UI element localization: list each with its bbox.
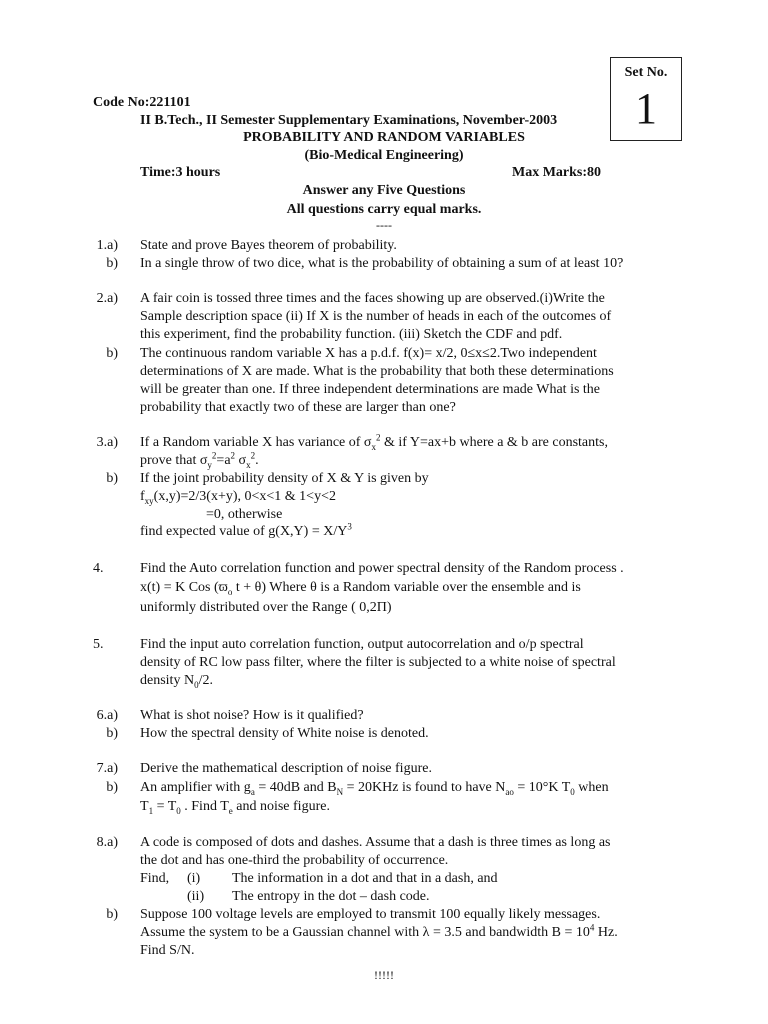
q8a-line1: A code is composed of dots and dashes. Assume that a dash is three times as long as xyxy=(140,835,611,850)
q4-line3: uniformly distributed over the Range ( 0,2Π) xyxy=(140,600,392,615)
q8a-number: 8.a) xyxy=(96,835,118,850)
q3a-line1: If a Random variable X has variance of $\sigma_x^2$ & if Y=ax+b where a & b are constants, xyxy=(140,432,608,452)
q7b-line2: $T_1 = T_0$ . Find $T_e$ and noise figure. xyxy=(140,799,330,816)
q8a-sub-ii-number: (ii) xyxy=(187,889,205,904)
q3b-line4: find expected value of $g(X,Y) = X/Y^3$ xyxy=(140,521,352,539)
time-allowed: Time:3 hours xyxy=(140,165,221,180)
q3b-line3: =0, otherwise xyxy=(206,507,283,522)
subject-title: PROBABILITY AND RANDOM VARIABLES xyxy=(243,130,525,145)
q1b-text: In a single throw of two dice, what is the probability of obtaining a sum of at least 10? xyxy=(140,256,624,271)
set-number-box xyxy=(610,57,682,141)
q3a-line2: prove that $\sigma_y^2=a^2$ $\sigma_x^2$. xyxy=(140,450,259,470)
q7a-text: Derive the mathematical description of noise figure. xyxy=(140,761,432,776)
q1a-number: 1.a) xyxy=(96,238,118,253)
q2a-line1: A fair coin is tossed three times and the faces showing up are observed.(i)Write the xyxy=(140,291,605,306)
q6b-number: b) xyxy=(106,726,118,741)
q5-line2: density of RC low pass filter, where the filter is subjected to a white noise of spectral xyxy=(140,655,616,670)
q2b-line1: The continuous random variable X has a p.d.f. f(x)= x/2, 0≤x≤2.Two independent xyxy=(140,346,597,361)
q4-line1: Find the Auto correlation function and power spectral density of the Random process . xyxy=(140,561,624,576)
q6a-text: What is shot noise? How is it qualified? xyxy=(140,708,364,723)
q7b-line1: An amplifier with $g_a = 40dB$ and $B_N = 20KHz$ is found to have $N_{ao} = 10^\circ K$ $T_0$ when xyxy=(140,780,609,797)
q8a-line2: the dot and has one-third the probability of occurrence. xyxy=(140,853,449,868)
q8b-line3: Find S/N. xyxy=(140,943,195,958)
q7a-number: 7.a) xyxy=(96,761,118,776)
q8a-sub-ii-text: The entropy in the dot – dash code. xyxy=(232,889,430,904)
q2b-line2: determinations of X are made. What is the probability that both these determinations xyxy=(140,364,614,379)
q8b-line1: Suppose 100 voltage levels are employed to transmit 100 equally likely messages. xyxy=(140,907,601,922)
q8a-sub-i-number: (i) xyxy=(187,871,201,886)
q7b-number: b) xyxy=(106,780,118,795)
q3b-line1: If the joint probability density of X & Y is given by xyxy=(140,471,429,486)
set-number-value: 1 xyxy=(635,84,657,133)
q1a-text: State and prove Bayes theorem of probability. xyxy=(140,238,397,253)
q2a-number: 2.a) xyxy=(96,291,118,306)
q3a-number: 3.a) xyxy=(96,435,118,450)
page-footer: !!!!! xyxy=(374,968,394,982)
q8b-line2: Assume the system to be a Gaussian channel with λ = 3.5 and bandwidth $B = 10^4$ Hz. xyxy=(140,922,618,940)
q4-line2: x(t) = K Cos ($ϖ_o$ t + θ) Where θ is a Random variable over the ensemble and is xyxy=(140,580,581,597)
q5-line1: Find the input auto correlation function, output autocorrelation and o/p spectral xyxy=(140,637,584,652)
q3b-number: b) xyxy=(106,471,118,486)
q4-number: 4. xyxy=(93,561,104,576)
q2b-number: b) xyxy=(106,346,118,361)
q8b-number: b) xyxy=(106,907,118,922)
exam-title: II B.Tech., II Semester Supplementary Examinations, November-2003 xyxy=(140,113,558,128)
q6a-number: 6.a) xyxy=(96,708,118,723)
header-divider: ---- xyxy=(376,218,392,232)
q5-line3: density $N_0/2$. xyxy=(140,673,213,690)
q1b-number: b) xyxy=(106,256,118,271)
q8a-sub-i-text: The information in a dot and that in a dash, and xyxy=(232,871,498,886)
q2b-line3: will be greater than one. If three independent determinations are made What is the xyxy=(140,382,601,397)
q2a-line2: Sample description space (ii) If X is the number of heads in each of the outcomes of xyxy=(140,309,612,324)
q6b-text: How the spectral density of White noise is denoted. xyxy=(140,726,429,741)
code-number: Code No:221101 xyxy=(93,95,191,110)
set-number-label: Set No. xyxy=(624,65,668,80)
branch-title: (Bio-Medical Engineering) xyxy=(304,148,464,163)
q8a-find-label: Find, xyxy=(140,871,170,886)
q2b-line4: probability that exactly two of these are larger than one? xyxy=(140,400,456,415)
instruction-marks: All questions carry equal marks. xyxy=(286,202,482,217)
q3b-line2: $f_{xy}(x,y)=2/3(x+y)$, 0<x<1 & 1<y<2 xyxy=(140,489,336,506)
instruction-answer: Answer any Five Questions xyxy=(302,183,466,198)
q5-number: 5. xyxy=(93,637,104,652)
max-marks: Max Marks:80 xyxy=(512,165,602,180)
q2a-line3: this experiment, find the probability function. (iii) Sketch the CDF and pdf. xyxy=(140,327,563,342)
